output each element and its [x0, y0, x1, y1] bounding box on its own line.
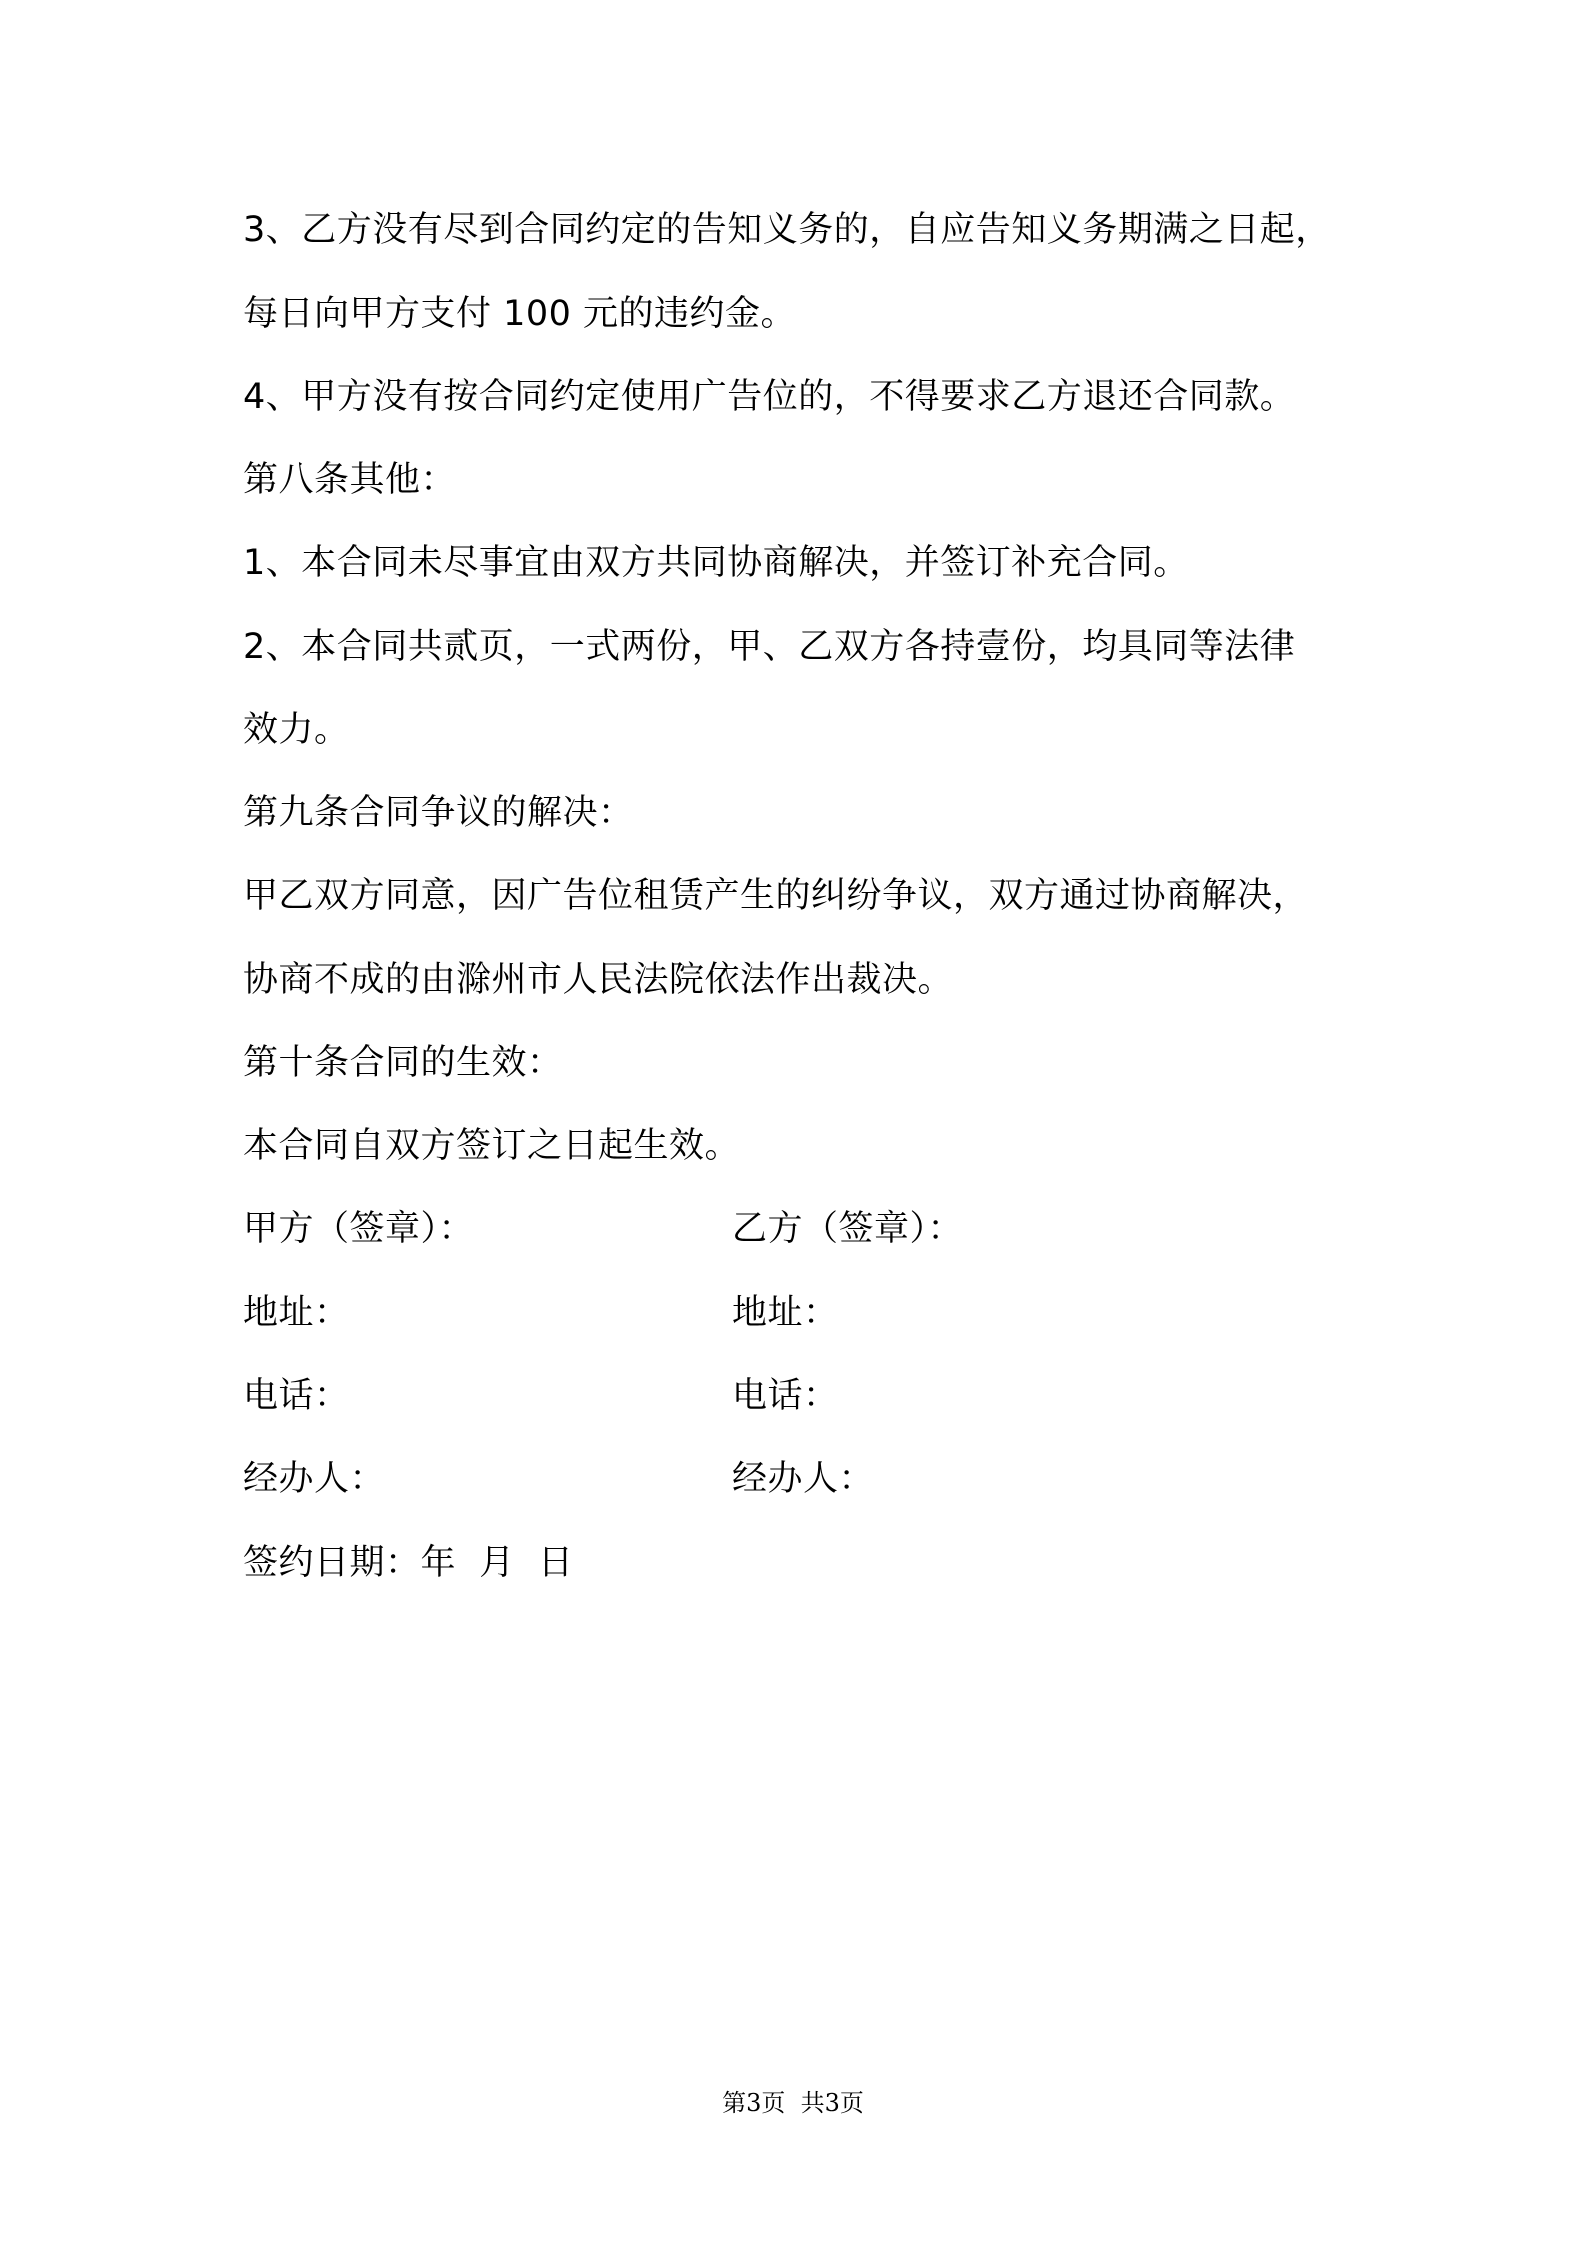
page-number-footer: 第3页 共3页: [722, 2089, 864, 2117]
article-10-text: 本合同自双方签订之日起生效。: [243, 1126, 741, 1166]
party-a-phone-label: 电话：: [243, 1376, 350, 1416]
party-b-signature-label: 乙方（签章）：: [732, 1209, 964, 1249]
article-9-line-1: 甲乙双方同意，因广告位租赁产生的纠纷争议，双方通过协商解决，: [243, 876, 1309, 916]
clause-3-line-1: 3、乙方没有尽到合同约定的告知义务的，自应告知义务期满之日起，: [243, 210, 1331, 250]
party-b-address-label: 地址：: [732, 1293, 839, 1333]
party-a-handler-label: 经办人：: [243, 1459, 386, 1499]
clause-3-line-2: 每日向甲方支付 100 元的违约金。: [243, 294, 797, 334]
article-9-line-2: 协商不成的由滁州市人民法院依法作出裁决。: [243, 960, 954, 1000]
article-8-item-2-line-1: 2、本合同共贰页，一式两份，甲、乙双方各持壹份，均具同等法律: [243, 627, 1296, 667]
article-9-heading: 第九条合同争议的解决：: [243, 793, 634, 833]
signing-date-label: 签约日期：年 月 日: [243, 1543, 574, 1583]
clause-4: 4、甲方没有按合同约定使用广告位的，不得要求乙方退还合同款。: [243, 377, 1296, 417]
party-b-handler-label: 经办人：: [732, 1459, 875, 1499]
article-8-heading: 第八条其他：: [243, 460, 457, 500]
article-10-heading: 第十条合同的生效：: [243, 1043, 563, 1083]
article-8-item-1: 1、本合同未尽事宜由双方共同协商解决，并签订补充合同。: [243, 543, 1189, 583]
party-b-phone-label: 电话：: [732, 1376, 839, 1416]
article-8-item-2-line-2: 效力。: [243, 710, 350, 750]
party-a-signature-label: 甲方（签章）：: [243, 1209, 475, 1249]
party-a-address-label: 地址：: [243, 1293, 350, 1333]
